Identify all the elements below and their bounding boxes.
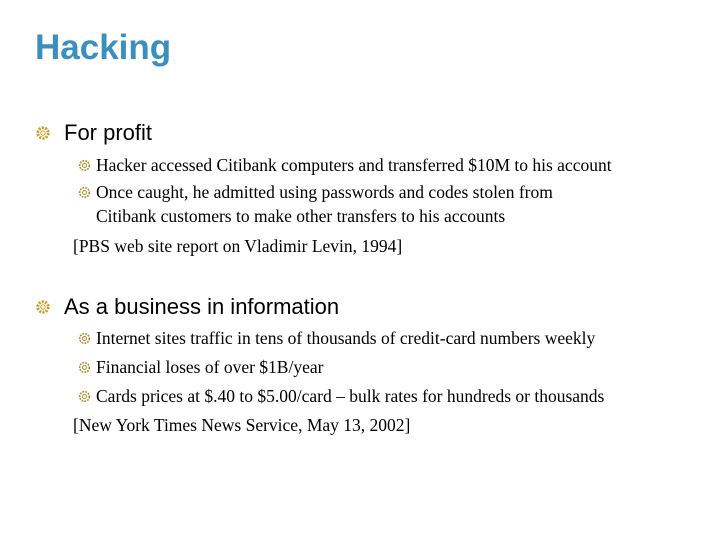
list-item-text: Citibank customers to make other transfers to his accounts <box>96 206 506 226</box>
gear-outline-icon <box>78 159 91 172</box>
gear-outline-icon <box>78 361 91 374</box>
list-item <box>96 385 604 408</box>
list-item-continuation <box>96 205 505 228</box>
section-heading-label: As a business in information <box>64 294 340 319</box>
gear-icon <box>36 300 50 314</box>
list-item <box>96 181 553 204</box>
gear-icon <box>36 126 50 140</box>
citation: [PBS web site report on Vladimir Levin, 1994] <box>73 236 403 256</box>
list-item-text: Internet sites traffic in tens of thousands of credit-card numbers weekly <box>96 328 596 348</box>
list-item-text: Hacker accessed Citibank computers and transferred $10M to his account <box>96 155 612 175</box>
list-item-text: Financial loses of over $1B/year <box>96 357 324 377</box>
list-item-text: Once caught, he admitted using passwords and codes stolen from <box>96 182 553 202</box>
slide-title: Hacking <box>35 28 172 67</box>
section-heading-label: For profit <box>64 120 153 145</box>
gear-outline-icon <box>78 186 91 199</box>
list-item-text: Cards prices at $.40 to $5.00/card – bulk rates for hundreds or thousands <box>96 386 605 406</box>
list-item <box>96 327 595 350</box>
gear-outline-icon <box>78 332 91 345</box>
list-item <box>96 356 323 379</box>
citation: [New York Times News Service, May 13, 2002] <box>73 415 411 435</box>
gear-outline-icon <box>78 390 91 403</box>
list-item <box>96 154 612 177</box>
